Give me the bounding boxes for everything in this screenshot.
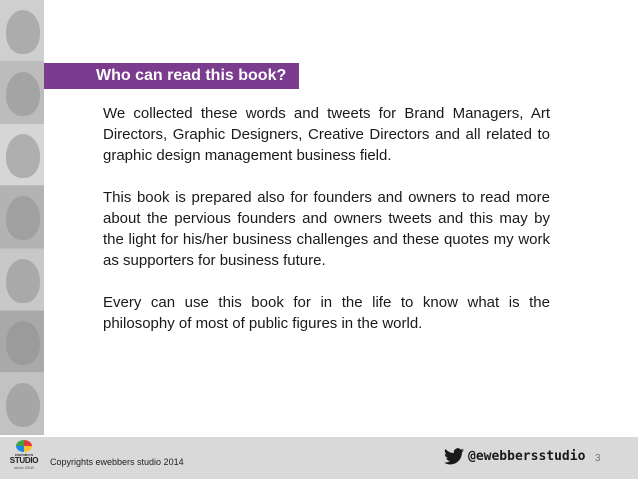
section-title: Who can read this book? xyxy=(96,67,287,84)
logo-sub-text: since 2008 xyxy=(14,465,34,470)
body-text xyxy=(103,103,550,355)
footer xyxy=(0,437,638,479)
paragraph: This book is prepared also for founders and owners to read more about the pervious founders and owners tweets and this may by the light for his/her business challenges and these quotes my work as supporters for business future. xyxy=(103,189,550,269)
portrait-image xyxy=(0,311,44,373)
paragraph: Every can use this book for in the life to know what is the philosophy of most of public figures in the world. xyxy=(103,294,550,332)
portrait-strip xyxy=(0,0,44,435)
paragraph: We collected these words and tweets for Brand Managers, Art Directors, Graphic Designers, Creative Directors and all related to graphic design management business field. xyxy=(103,105,550,164)
section-title-bar xyxy=(44,63,299,89)
portrait-image xyxy=(0,373,44,435)
studio-logo xyxy=(6,440,42,476)
twitter-handle-link[interactable] xyxy=(444,448,585,465)
portrait-image xyxy=(0,249,44,311)
portrait-image xyxy=(0,124,44,186)
logo-main-text: STUDIO xyxy=(9,456,39,465)
page-number: 3 xyxy=(595,453,601,464)
portrait-image xyxy=(0,62,44,124)
logo-top-text: ewebbers xyxy=(14,452,34,457)
portrait-image xyxy=(0,186,44,248)
copyright-text: Copyrights ewebbers studio 2014 xyxy=(50,457,184,467)
twitter-handle: @ewebbersstudio xyxy=(468,449,586,464)
portrait-image xyxy=(0,0,44,62)
logo-mark-icon xyxy=(16,440,32,452)
twitter-bird-icon xyxy=(444,448,464,465)
